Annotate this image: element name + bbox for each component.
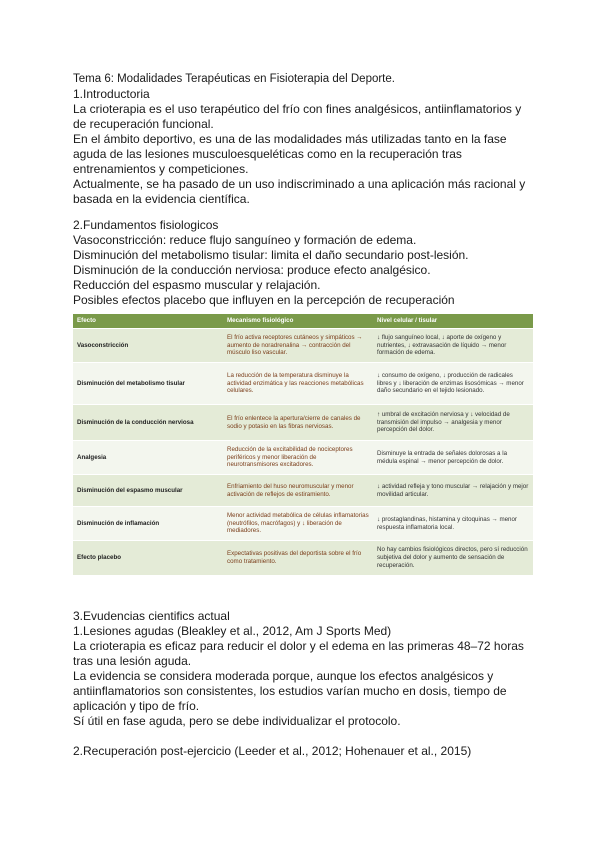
level-cell: ↓ flujo sanguíneo local, ↓ aporte de oxígeno y nutrientes, ↓ extravasación de líquido → menor formación de edema. <box>373 329 533 363</box>
effects-table <box>73 314 533 575</box>
mechanism-cell: Enfriamiento del huso neuromuscular y menor activación de reflejos de estiramiento. <box>223 475 373 507</box>
mechanism-cell: Expectativas positivas del deportista sobre el frío como tratamiento. <box>223 541 373 575</box>
table-header-cell: Efecto <box>73 314 223 329</box>
effect-cell: Disminución de inflamación <box>73 507 223 541</box>
evidence-section <box>73 609 533 759</box>
table-row <box>73 329 533 363</box>
table-row <box>73 363 533 405</box>
level-cell: ↓ actividad refleja y tono muscular → relajación y mejor movilidad articular. <box>373 475 533 507</box>
table-header-cell: Nivel celular / tisular <box>373 314 533 329</box>
effect-cell: Vasoconstricción <box>73 329 223 363</box>
subsection-heading: 1.Lesiones agudas (Bleakley et al., 2012, Am J Sports Med) <box>73 624 392 638</box>
effect-cell: Disminución de la conducción nerviosa <box>73 405 223 441</box>
effect-cell: Analgesia <box>73 441 223 475</box>
table-row <box>73 541 533 575</box>
spacer <box>73 729 533 744</box>
table-header-cell: Mecanismo fisiológico <box>223 314 373 329</box>
table-row <box>73 507 533 541</box>
level-cell: ↑ umbral de excitación nerviosa y ↓ velocidad de transmisión del impulso → analgesia y menor percepción del dolor. <box>373 405 533 441</box>
table-row <box>73 475 533 507</box>
level-cell: No hay cambios fisiológicos directos, pero sí reducción subjetiva del dolor y aumento de sensación de recuperación. <box>373 541 533 575</box>
paragraph: Sí útil en fase aguda, pero se debe individualizar el protocolo. <box>73 714 401 728</box>
table-row <box>73 441 533 475</box>
section-heading: 1.Introductoria <box>73 87 150 101</box>
mechanism-cell: Menor actividad metabólica de células inflamatorias (neutrófilos, macrófagos) y ↓ liberación de mediadores. <box>223 507 373 541</box>
fundamentals-section <box>73 218 533 308</box>
introduction-section <box>73 72 533 207</box>
table-row <box>73 405 533 441</box>
effect-cell: Disminución del espasmo muscular <box>73 475 223 507</box>
paragraph: La evidencia se considera moderada porque, aunque los efectos analgésicos y antiinflamatorios son consistentes, los estudios varían mucho en dosis, tiempo de aplicación y tipo de frío. <box>73 669 507 713</box>
list-item: Posibles efectos placebo que influyen en la percepción de recuperación <box>73 293 455 307</box>
paragraph: La crioterapia es eficaz para reducir el dolor y el edema en las primeras 48–72 horas tras una lesión aguda. <box>73 639 524 668</box>
list-item: Disminución del metabolismo tisular: limita el daño secundario post-lesión. <box>73 248 469 262</box>
document-title: Tema 6: Modalidades Terapéuticas en Fisioterapia del Deporte. <box>73 73 395 85</box>
mechanism-cell: El frío enlentece la apertura/cierre de canales de sodio y potasio en las fibras nerviosas. <box>223 405 373 441</box>
mechanism-cell: Reducción de la excitabilidad de nociceptores periféricos y menor liberación de neurotransmisores excitadores. <box>223 441 373 475</box>
paragraph: La crioterapia es el uso terapéutico del frío con fines analgésicos, antiinflamatorios y de recuperación funcional. <box>73 102 522 131</box>
section-heading: 3.Evudencias cientifics actual <box>73 609 230 623</box>
mechanism-cell: La reducción de la temperatura disminuye la actividad enzimática y las reacciones metabólicas celulares. <box>223 363 373 405</box>
paragraph: Actualmente, se ha pasado de un uso indiscriminado a una aplicación más racional y basada en la evidencia científica. <box>73 177 526 206</box>
level-cell: ↓ prostaglandinas, histamina y citoquinas → menor respuesta inflamatoria local. <box>373 507 533 541</box>
effect-cell: Efecto placebo <box>73 541 223 575</box>
paragraph: En el ámbito deportivo, es una de las modalidades más utilizadas tanto en la fase aguda de las lesiones musculoesqueléticas como en la recuperación tras entrenamientos y competiciones. <box>73 132 507 176</box>
list-item: Disminución de la conducción nerviosa: produce efecto analgésico. <box>73 263 431 277</box>
subsection-heading: 2.Recuperación post-ejercicio (Leeder et al., 2012; Hohenauer et al., 2015) <box>73 744 472 758</box>
list-item: Vasoconstricción: reduce flujo sanguíneo y formación de edema. <box>73 233 417 247</box>
list-item: Reducción del espasmo muscular y relajación. <box>73 278 321 292</box>
table-header-row <box>73 314 533 329</box>
level-cell: ↓ consumo de oxígeno, ↓ producción de radicales libres y ↓ liberación de enzimas lisosómicas → menor daño secundario en el tejido lesionado. <box>373 363 533 405</box>
effect-cell: Disminución del metabolismo tisular <box>73 363 223 405</box>
mechanism-cell: El frío activa receptores cutáneos y simpáticos → aumento de noradrenalina → contracción del músculo liso vascular. <box>223 329 373 363</box>
section-heading: 2.Fundamentos fisiologicos <box>73 218 219 232</box>
level-cell: Disminuye la entrada de señales dolorosas a la médula espinal → menor percepción de dolor. <box>373 441 533 475</box>
